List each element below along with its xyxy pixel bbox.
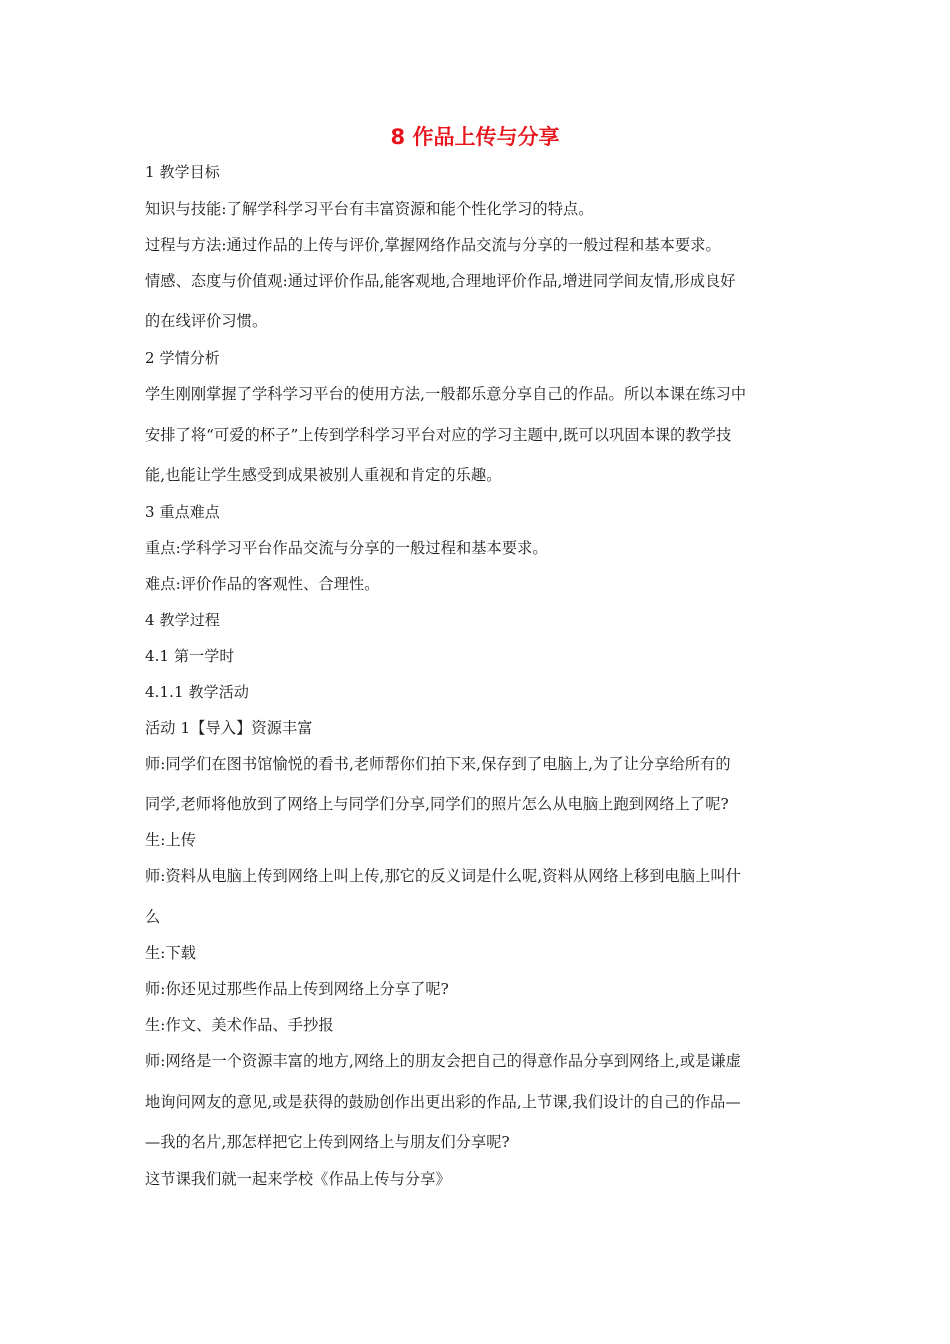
paragraph-line: 能,也能让学生感受到成果被别人重视和肯定的乐趣。 bbox=[145, 466, 502, 484]
paragraph-line: 难点:评价作品的客观性、合理性。 bbox=[145, 575, 380, 593]
section-heading-analysis: 2 学情分析 bbox=[145, 349, 220, 367]
paragraph-line: 师:同学们在图书馆愉悦的看书,老师帮你们拍下来,保存到了电脑上,为了让分享给所有的 bbox=[145, 755, 731, 773]
activity-heading: 活动 1【导入】资源丰富 bbox=[145, 719, 313, 737]
paragraph-line: 安排了将“可爱的杯子”上传到学科学习平台对应的学习主题中,既可以巩固本课的教学技 bbox=[145, 426, 732, 444]
paragraph-line: —我的名片,那怎样把它上传到网络上与朋友们分享呢? bbox=[145, 1133, 510, 1151]
paragraph-line: 生:上传 bbox=[145, 831, 197, 849]
paragraph-line: 重点:学科学习平台作品交流与分享的一般过程和基本要求。 bbox=[145, 539, 548, 557]
paragraph-line: 同学,老师将他放到了网络上与同学们分享,同学们的照片怎么从电脑上跑到网络上了呢? bbox=[145, 795, 729, 813]
paragraph-line: 地询问网友的意见,或是获得的鼓励创作出更出彩的作品,上节课,我们设计的自己的作品— bbox=[145, 1093, 741, 1111]
section-heading-objectives: 1 教学目标 bbox=[145, 163, 220, 181]
paragraph-line: 师:网络是一个资源丰富的地方,网络上的朋友会把自己的得意作品分享到网络上,或是谦虚 bbox=[145, 1052, 741, 1070]
paragraph-line: 生:下载 bbox=[145, 944, 197, 962]
paragraph-line: 学生刚刚掌握了学科学习平台的使用方法,一般都乐意分享自己的作品。所以本课在练习中 bbox=[145, 385, 747, 403]
paragraph-line: 过程与方法:通过作品的上传与评价,掌握网络作品交流与分享的一般过程和基本要求。 bbox=[145, 236, 721, 254]
subsection-heading: 4.1.1 教学活动 bbox=[145, 683, 249, 701]
paragraph-line: 情感、态度与价值观:通过评价作品,能客观地,合理地评价作品,增进同学间友情,形成良好 bbox=[145, 272, 736, 290]
paragraph-line: 么 bbox=[145, 908, 161, 926]
paragraph-line: 知识与技能:了解学科学习平台有丰富资源和能个性化学习的特点。 bbox=[145, 200, 594, 218]
paragraph-line: 师:资料从电脑上传到网络上叫上传,那它的反义词是什么呢,资料从网络上移到电脑上叫什 bbox=[145, 867, 741, 885]
document-title: 8 作品上传与分享 bbox=[390, 125, 560, 149]
paragraph-line: 师:你还见过那些作品上传到网络上分享了呢? bbox=[145, 980, 449, 998]
subsection-heading: 4.1 第一学时 bbox=[145, 647, 235, 665]
paragraph-line: 这节课我们就一起来学校《作品上传与分享》 bbox=[145, 1170, 451, 1188]
paragraph-line: 生:作文、美术作品、手抄报 bbox=[145, 1016, 334, 1034]
section-heading-process: 4 教学过程 bbox=[145, 611, 220, 629]
paragraph-line: 的在线评价习惯。 bbox=[145, 312, 268, 330]
section-heading-keypoints: 3 重点难点 bbox=[145, 503, 220, 521]
